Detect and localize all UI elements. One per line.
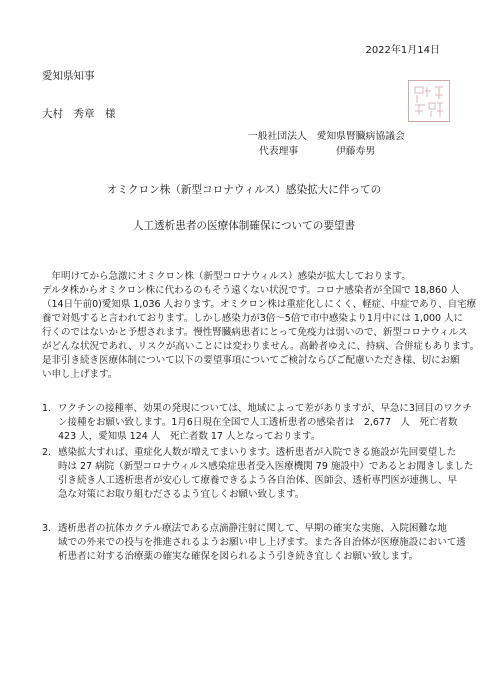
sender-name: 伊藤寿男	[336, 146, 376, 157]
intro-paragraph	[42, 270, 480, 382]
item-line: 423 人，愛知県 124 人 死亡者数 17 人となっております。	[58, 431, 321, 442]
intro-line: 養で対処すると言われております。しかし感染力が3倍～5倍で市中感染より1月中には 1,000 人に	[42, 313, 464, 324]
item-line: 域での外来での投与を推進されるようお願い申し上げます。また各自治体が医療施設において透	[58, 537, 466, 548]
intro-line: デルタ株からオミクロン株に代わるのもそう遠くない状況です。コロナ感染者が全国で 18,860 人	[42, 285, 460, 296]
letter-date: 2022年1月14日	[365, 45, 440, 56]
intro-line: （14日午前0)愛知県 1,036 人おります。オミクロン株は重症化しにくく、軽症、中症であり、自宅療	[42, 299, 477, 310]
item-line: 急な対策にお取り組むださるよう宜しくお願い致します。	[58, 489, 305, 500]
document-title-line2: 人工透析患者の医療体制確保についての要望書	[132, 220, 356, 232]
item-number: 1.	[42, 403, 52, 414]
addressee-title: 愛知県知事	[42, 70, 95, 82]
seal-icon	[409, 81, 449, 121]
intro-line: 是非引き続き医療体制について以下の要望事項についてご検討ならびご配慮いただき様、切にお願	[42, 355, 460, 366]
item-line: 引き続き人工透析患者が安心して療養できるよう各自治体、医師会、透析専門医が連携し、早	[58, 475, 458, 486]
item-line: ン接種をお願い致します。1月6日現在全国で人工透析患者の感染者は 2,677 人 死亡者数	[58, 417, 458, 428]
sender-role: 代表理事	[259, 146, 299, 157]
intro-line: 年明けてから急激にオミクロン株（新型コロナウィルス）感染が拡大しております。	[42, 271, 411, 282]
intro-line: がどんな状況であれ、リスクが高いことには変わりません。高齢者ゆえに、持病、合併症もあります。	[42, 341, 480, 352]
document-title-line1: オミクロン株（新型コロナウィルス）感染拡大に伴っての	[106, 184, 382, 196]
item-number: 3.	[42, 523, 52, 534]
item-line: 析患者に対する治療薬の確実な確保を図られるよう引き続き宜しくお願い致します。	[58, 551, 419, 562]
item-line: 感染拡大すれば、重症化人数が増えてまいります。透析患者が入院できる施設が先回要望した	[58, 447, 457, 458]
addressee-name: 大村 秀章 様	[42, 108, 116, 120]
item-line: ワクチンの接種率、効果の発現については、地域によって差がありますが、早急に3回目のワクチ	[58, 403, 472, 414]
intro-line: い申し上げます。	[42, 369, 118, 380]
item-line: 透析患者の抗体カクテル療法である点滴静注射に関して、早期の確実な実施、入院困難な地	[58, 523, 447, 534]
sender-organization: 一般社団法人 愛知県腎臓病協議会	[248, 131, 405, 142]
official-seal	[408, 80, 450, 122]
item-line: 時は 27 病院（新型コロナウィルス感染症患者受入医療機関 79 施設中）であるとお聞きしました	[58, 461, 474, 472]
item-number: 2.	[42, 447, 52, 458]
intro-line: 行くのではないかと予想されます。慢性腎臓病患者にとって免疫力は弱いので、新型コロナウィルス	[42, 327, 468, 338]
